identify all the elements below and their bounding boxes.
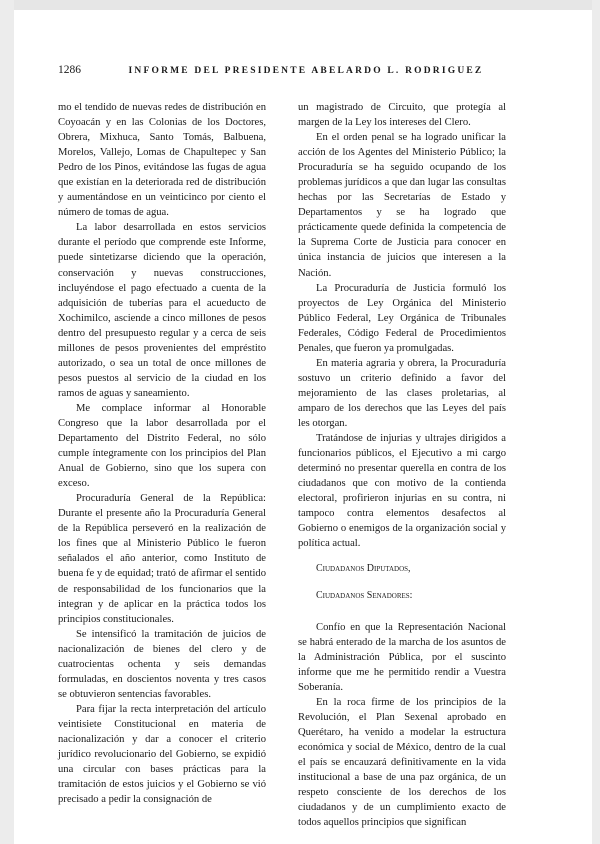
running-title: INFORME DEL PRESIDENTE ABELARDO L. RODRIGUEZ bbox=[128, 66, 484, 76]
paragraph: La labor desarrollada en estos servicios durante el período que comprende este Informe, puede sintetizarse diciendo que la operación, conservación y nuevas construcciones, incluyéndose el pago efectuado a cuenta de la adquisición de tuberías para el acueducto de Xochimilco, asciende a cinco millones de pesos dentro del presupuesto regular y a cerca de seis millones de pesos provenientes del empréstito autorizado, o sea un total de once millones de pesos puestos al servicio de la ciudad en los ramos de aguas y saneamiento. bbox=[58, 222, 266, 399]
text-columns bbox=[58, 100, 506, 830]
document-page bbox=[58, 64, 506, 830]
paragraph: un magistrado de Circuito, que protegía al margen de la Ley los intereses del Clero. bbox=[298, 102, 506, 129]
scan-border-right bbox=[592, 0, 600, 844]
paragraph: Confío en que la Representación Nacional se habrá enterado de la marcha de los asuntos de la Administración Pública, por el suscinto informe que me he permitido rendir a Vuestra Soberanía. bbox=[298, 621, 506, 693]
page-number: 1286 bbox=[58, 64, 81, 76]
paragraph: En materia agraria y obrera, la Procuraduría sostuvo un criterio definido a favor del mejoramiento de las clases proletarias, al amparo de los derechos que las Leyes del país les otorgan. bbox=[298, 357, 506, 429]
paragraph: La Procuraduría de Justicia formuló los proyectos de Ley Orgánica del Ministerio Público Federal, Ley Orgánica de Tribunales Federales, Código Federal de Procedimientos Penales, que fueron ya promulgadas. bbox=[298, 282, 506, 354]
paragraph: mo el tendido de nuevas redes de distribución en Coyoacán y en las Colonias de los Doctores, Obrera, Mixhuca, Santo Tomás, Balbuena, Morelos, Vallejo, Lomas de Chapultepec y San Pedro de los Pinos, evitándose las fugas de agua que existían en la deteriorada red de distribución y aumentándose en un veinticinco por ciento el número de tomas de agua. bbox=[58, 102, 266, 219]
scan-border-left bbox=[0, 0, 14, 844]
paragraph: Para fijar la recta interpretación del artículo veintisiete Constitucional en materia de nacionalización y dar a conocer el criterio jurídico revolucionario del Gobierno, se expidió una circular con bases prácticas para la tramitación de estos juicios y el Gobierno se vió precisado a pedir la consignación de bbox=[58, 703, 266, 806]
paragraph: Se intensificó la tramitación de juicios de nacionalización de bienes del clero y de cuatrocientas ochenta y seis demandas formuladas, en doscientos noventa y tres casos se obtuvieron sentencias favorables. bbox=[58, 628, 266, 700]
paragraph: En el orden penal se ha logrado unificar la acción de los Agentes del Ministerio Público; la Procuraduría se ha seguido ocupando de los problemas jurídicos a que dan lugar las consultas hechas por las Secretarías de Estado y Departamentos y se ha logrado que prácticamente quede definida la competencia de la Suprema Corte de Justicia para conocer en única instancia de juicios que interesen a la Nación. bbox=[298, 132, 506, 279]
salutation-senadores: Ciudadanos Senadores: bbox=[316, 590, 413, 602]
running-header bbox=[58, 64, 506, 84]
paragraph: Procuraduría General de la República: Durante el presente año la Procuraduría General de la República perseveró en la realización de los fines que al Ministerio Público le fueron señalados el año anterior, como Instituto de buena fe y de equidad; trató de afirmar el sentido de responsabilidad de los funcionarios que la integran y de aplicar en la práctica todos los principios constitucionales. bbox=[58, 493, 266, 625]
paragraph: Me complace informar al Honorable Congreso que la labor desarrollada por el Departamento del Distrito Federal, no sólo cumple íntegramente con los principios del Plan Anual de Gobierno, sino que los supera con exceso. bbox=[58, 402, 266, 490]
paragraph: Tratándose de injurias y ultrajes dirigidos a funcionarios públicos, el Ejecutivo a mi cargo determinó no presentar querella en contra de los ciudadanos que con motivo de la contienda electoral, profirieron injurias en su contra, ni tampoco contra elementos desafectos al Gobierno o enemigos de la organización social y política actual. bbox=[298, 433, 506, 550]
paragraph: En la roca firme de los principios de la Revolución, el Plan Sexenal aprobado en Querétaro, ha venido a modelar la estructura económica y social de México, dentro de la cual el país se encauzará definitivamente en la vida institucional a base de una paz orgánica, de un respeto consciente de los derechos de los ciudadanos y de un cumplimiento exacto de todos aquellos principios que significan bbox=[298, 696, 506, 829]
scan-border-top bbox=[0, 0, 600, 10]
salutation-diputados: Ciudadanos Diputados, bbox=[316, 563, 411, 575]
right-column bbox=[298, 100, 506, 830]
left-column bbox=[58, 100, 266, 830]
